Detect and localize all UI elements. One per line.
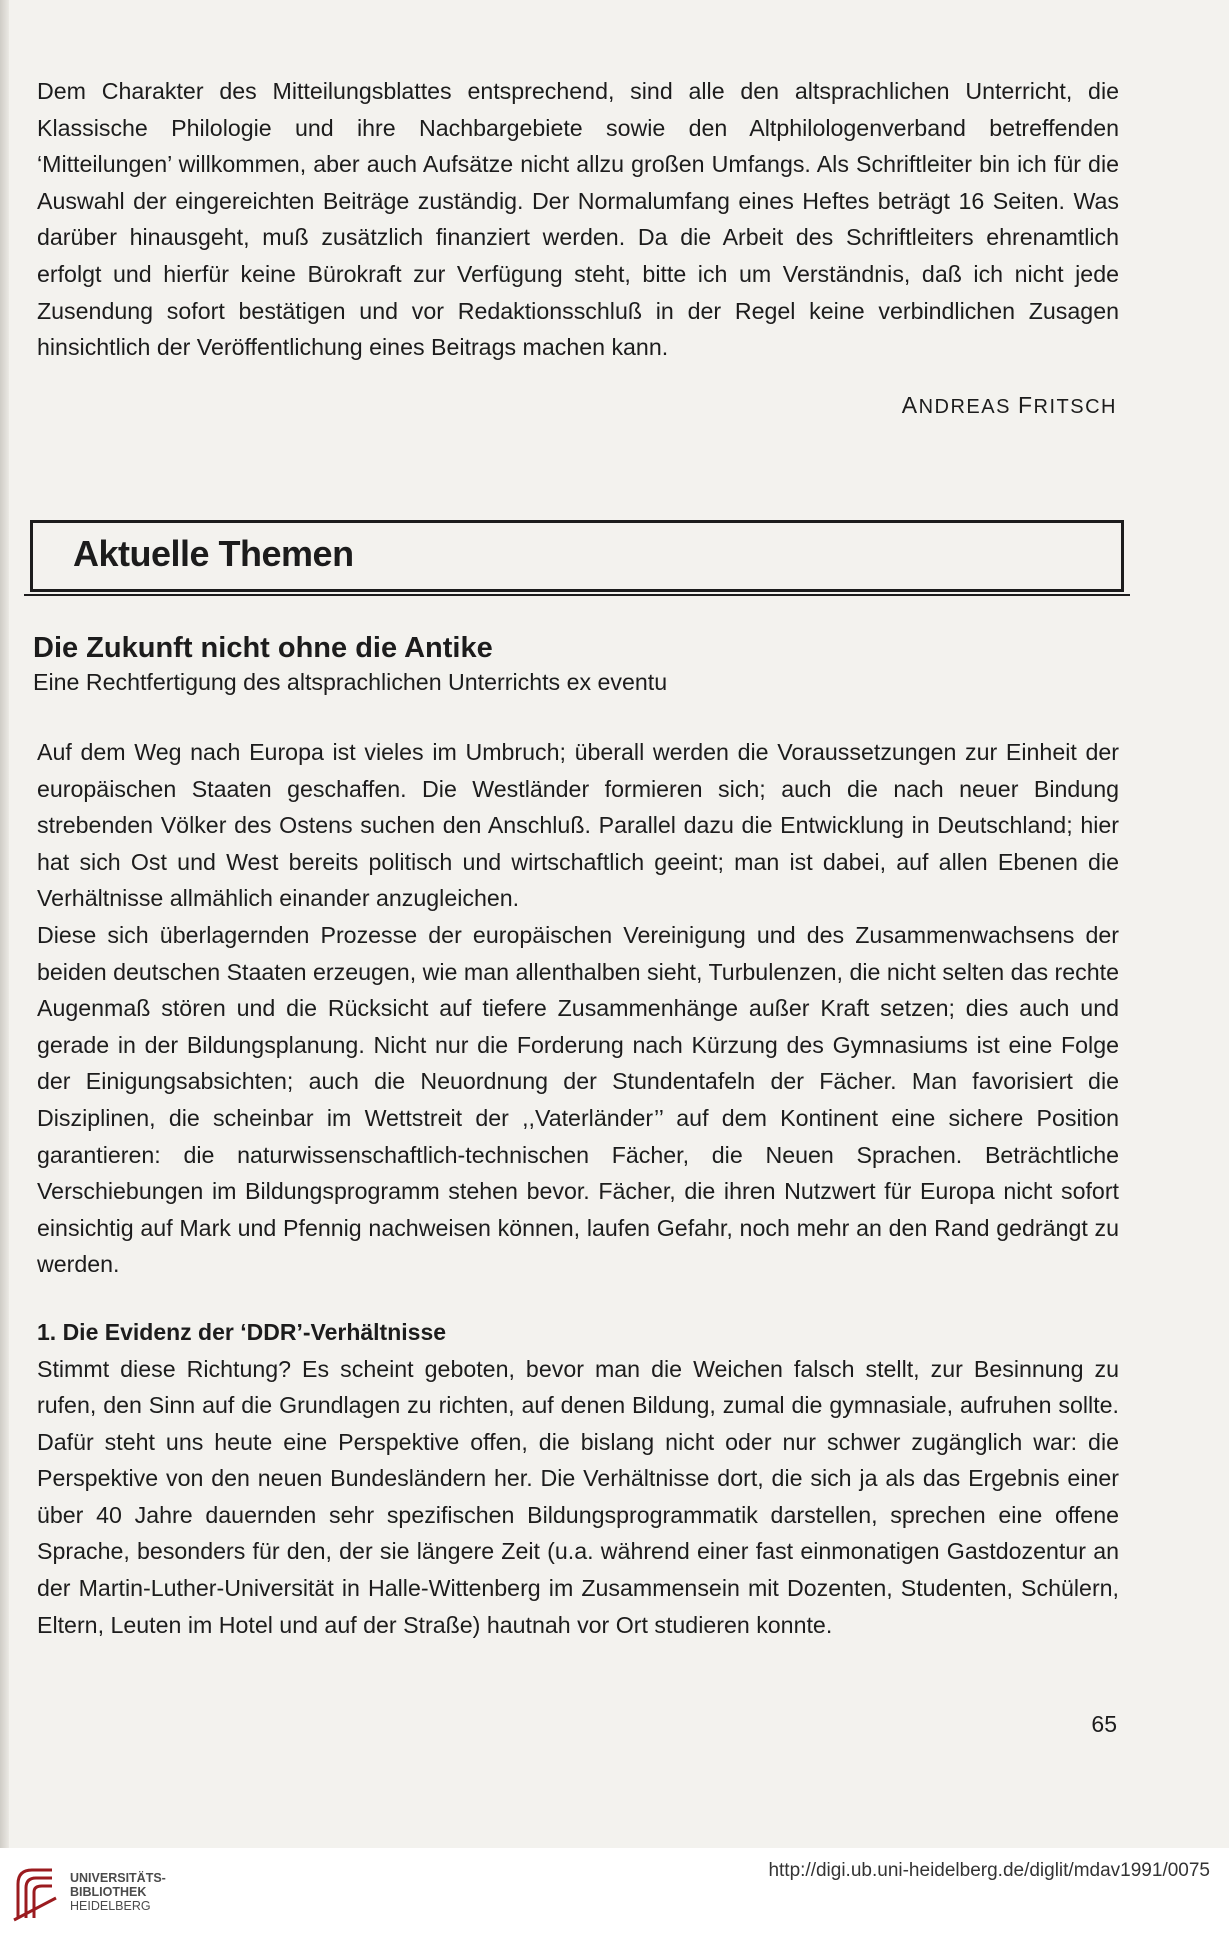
library-footer xyxy=(0,1848,1229,1936)
institution-name xyxy=(70,1871,166,1913)
section-1-heading: 1. Die Evidenz der ‘DDR’-Verhältnisse xyxy=(37,1318,447,1345)
institution-line-2: BIBLIOTHEK xyxy=(70,1885,147,1899)
article-subtitle: Eine Rechtfertigung des altsprachlichen Unterrichts ex eventu xyxy=(33,669,668,695)
article-body xyxy=(37,734,1119,1643)
intro-block xyxy=(37,73,1119,366)
article-paragraph-2: Diese sich überlagernden Prozesse der europäischen Vereinigung und des Zusammenwachsens der beiden deutschen Staaten erzeugen, wie man allenthalben sieht, Turbulenzen, die nicht selten das rechte Augenmaß stören und die Rücksicht auf tiefere Zusammenhänge außer Kraft setzen; dies auch und gerade in der Bildungsplanung. Nicht nur die Forderung nach Kürzung des Gymnasiums ist eine Folge der Einigungsabsichten; auch die Neuordnung der Stundentafeln der Fächer. Man favorisiert die Disziplinen, die scheinbar im Wettstreit der ,,Vaterländer’’ auf dem Kontinent eine sichere Position garantieren: die naturwissenschaftlich-technischen Fächer, die Neuen Sprachen. Beträchtliche Verschiebungen im Bildungsprogramm stehen bevor. Fächer, die ihren Nutzwert für Europa nicht sofort einsichtig auf Mark und Pfennig nachweisen können, laufen Gefahr, noch mehr an den Rand gedrängt zu werden. xyxy=(37,921,1119,1278)
author-signature xyxy=(902,392,1117,419)
section-heading-box xyxy=(30,520,1124,592)
section-1-paragraph: Stimmt diese Richtung? Es scheint geboten, bevor man die Weichen falsch stellt, zur Besinnung zu rufen, den Sinn auf die Grundlagen zu richten, auf denen Bildung, zumal die gymnasiale, aufruhen sollte. Dafür steht uns heute eine Perspektive offen, die bislang nicht oder nur schwer zugänglich war: die Perspektive von den neuen Bundesländern her. Die Verhältnisse dort, die sich ja als das Ergebnis einer über 40 Jahre dauernden sehr spezifischen Bildungsprogrammatik darstellen, sprechen eine offene Sprache, besonders für den, der sie längere Zeit (u.a. während einer fast einmonatigen Gastdozentur an der Martin-Luther-Universität in Halle-Wittenberg im Zusammensein mit Dozenten, Studenten, Schülern, Eltern, Leuten im Hotel und auf der Straße) hautnah vor Ort studieren konnte. xyxy=(37,1355,1119,1638)
university-library-logo-icon xyxy=(12,1862,60,1924)
intro-paragraph: Dem Charakter des Mitteilungsblattes entsprechend, sind alle den altsprachlichen Unterricht, die Klassische Philologie und ihre Nachbargebiete sowie den Altphilologenverband betreffenden ‘Mitteilungen’ willkommen, aber auch Aufsätze nicht allzu großen Umfangs. Als Schriftleiter bin ich für die Auswahl der eingereichten Beiträge zuständig. Der Normalumfang eines Heftes beträgt 16 Seiten. Was darüber hinausgeht, muß zusätzlich finanziert werden. Da die Arbeit des Schriftleiters ehrenamtlich erfolgt und hierfür keine Bürokraft zur Verfügung steht, bitte ich um Verständnis, daß ich nicht jede Zusendung sofort bestätigen und vor Redaktionsschluß in der Regel keine verbindlichen Zusagen hinsichtlich der Veröffentlichung eines Beitrags machen kann. xyxy=(37,78,1119,361)
signature-rest-first: NDREAS xyxy=(918,396,1011,418)
institution-line-1: UNIVERSITÄTS- xyxy=(70,1871,166,1885)
institution-line-3: HEIDELBERG xyxy=(70,1899,151,1913)
article-title: Die Zukunft nicht ohne die Antike xyxy=(33,632,493,664)
source-url-link[interactable]: http://digi.ub.uni-heidelberg.de/diglit/mdav1991/0075 xyxy=(768,1860,1210,1881)
signature-initial-first: A xyxy=(901,392,919,418)
page-number: 65 xyxy=(1091,1711,1117,1737)
section-heading: Aktuelle Themen xyxy=(73,533,354,574)
article-paragraph-1: Auf dem Weg nach Europa ist vieles im Umbruch; überall werden die Voraussetzungen zur Einheit der europäischen Staaten geschaffen. Die Westländer formieren sich; auch die nach neuer Bindung strebenden Völker des Ostens suchen den Anschluß. Parallel dazu die Entwicklung in Deutschland; hier hat sich Ost und West bereits politisch und wirtschaftlich geeint; man ist dabei, auf allen Ebenen die Verhältnisse allmählich einander anzugleichen. xyxy=(37,739,1119,912)
book-spine-shadow xyxy=(0,0,9,1848)
signature-rest-last: RITSCH xyxy=(1033,396,1117,418)
signature-initial-last: F xyxy=(1017,392,1034,418)
